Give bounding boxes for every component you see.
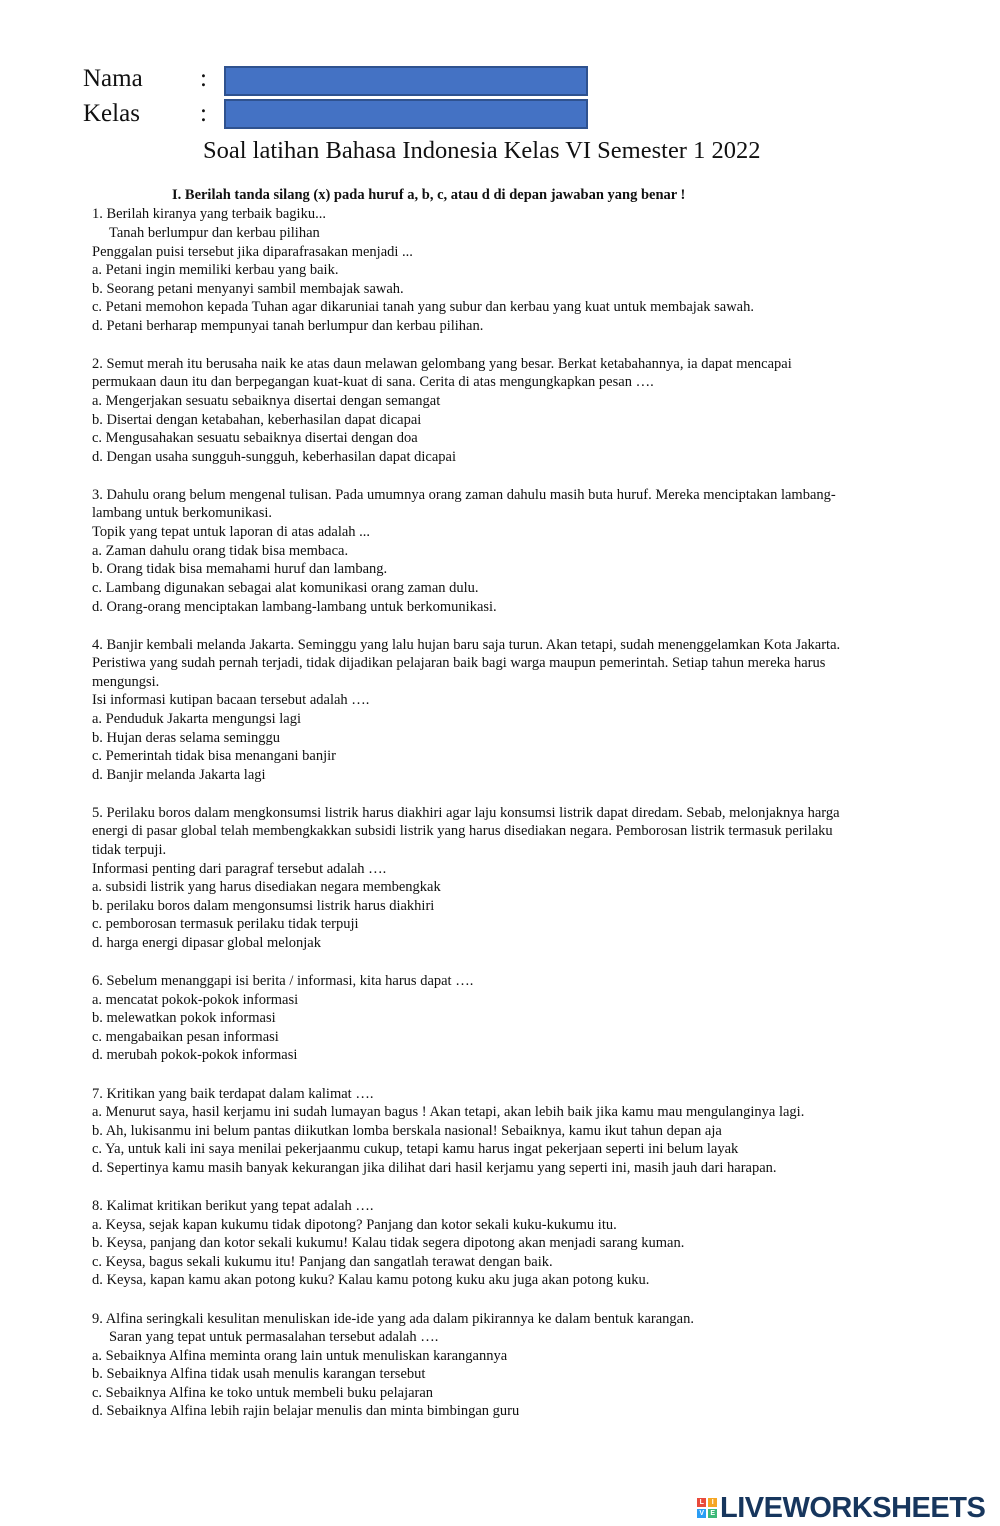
answer-option: b. Sebaiknya Alfina tidak usah menulis karangan tersebut	[92, 1366, 426, 1382]
answer-option: c. Keysa, bagus sekali kukumu itu! Panjang dan sangatlah terawat dengan baik.	[92, 1254, 553, 1270]
answer-option: c. Mengusahakan sesuatu sebaiknya disertai dengan doa	[92, 430, 418, 446]
answer-option: d. Banjir melanda Jakarta lagi	[92, 767, 266, 783]
answer-option: b. Keysa, panjang dan kotor sekali kukumu! Kalau tidak segera dipotong akan menjadi sarang kuman.	[92, 1235, 685, 1251]
answer-option: b. Ah, lukisanmu ini belum pantas diikutkan lomba berskala nasional! Sebaiknya, kamu ikut tahun depan aja	[92, 1123, 722, 1139]
answer-option: c. Petani memohon kepada Tuhan agar dikaruniai tanah yang subur dan kerbau yang kuat untuk membajak sawah.	[92, 299, 754, 315]
answer-option: a. Sebaiknya Alfina meminta orang lain untuk menuliskan karangannya	[92, 1348, 508, 1364]
logo-letter-e: E	[708, 1509, 717, 1518]
question-text: 1. Berilah kiranya yang terbaik bagiku...	[92, 206, 326, 222]
question-text: Tanah berlumpur dan kerbau pilihan	[109, 225, 320, 241]
question-text: 3. Dahulu orang belum mengenal tulisan. Pada umumnya orang zaman dahulu masih buta huruf. Mereka menciptakan lambang-	[92, 487, 836, 503]
answer-option: d. merubah pokok-pokok informasi	[92, 1047, 298, 1063]
kelas-label: Kelas	[83, 100, 140, 127]
answer-option: b. perilaku boros dalam mengonsumsi listrik harus diakhiri	[92, 898, 435, 914]
question-text: tidak terpuji.	[92, 842, 167, 858]
kelas-colon: :	[200, 100, 207, 127]
answer-option: b. Seorang petani menyanyi sambil membajak sawah.	[92, 281, 404, 297]
answer-option: c. Pemerintah tidak bisa menangani banjir	[92, 748, 337, 764]
question-text: 7. Kritikan yang baik terdapat dalam kalimat ….	[92, 1086, 374, 1102]
instruction: I. Berilah tanda silang (x) pada huruf a, b, c, atau d di depan jawaban yang benar !	[172, 187, 686, 203]
answer-option: b. melewatkan pokok informasi	[92, 1010, 276, 1026]
answer-option: a. subsidi listrik yang harus disediakan negara membengkak	[92, 879, 441, 895]
answer-option: c. Lambang digunakan sebagai alat komunikasi orang zaman dulu.	[92, 580, 479, 596]
nama-label: Nama	[83, 65, 143, 92]
question-text: 9. Alfina seringkali kesulitan menuliskan ide-ide yang ada dalam pikirannya ke dalam bentuk karangan.	[92, 1311, 694, 1327]
kelas-input[interactable]	[224, 99, 588, 129]
question-text: Isi informasi kutipan bacaan tersebut adalah ….	[92, 692, 370, 708]
question-text: Topik yang tepat untuk laporan di atas adalah ...	[92, 524, 371, 540]
logo-grid-icon	[697, 1498, 717, 1518]
question-text: Saran yang tepat untuk permasalahan tersebut adalah ….	[109, 1329, 439, 1345]
page-title: Soal latihan Bahasa Indonesia Kelas VI Semester 1 2022	[203, 137, 761, 164]
question-text: 8. Kalimat kritikan berikut yang tepat adalah ….	[92, 1198, 374, 1214]
answer-option: a. Keysa, sejak kapan kukumu tidak dipotong? Panjang dan kotor sekali kuku-kukumu itu.	[92, 1217, 617, 1233]
question-text: 5. Perilaku boros dalam mengkonsumsi listrik harus diakhiri agar laju konsumsi listrik dapat diredam. Sebab, melonjaknya harga	[92, 805, 840, 821]
nama-colon: :	[200, 65, 207, 92]
answer-option: c. mengabaikan pesan informasi	[92, 1029, 279, 1045]
answer-option: d. Keysa, kapan kamu akan potong kuku? Kalau kamu potong kuku aku juga akan potong kuku.	[92, 1272, 650, 1288]
answer-option: a. mencatat pokok-pokok informasi	[92, 992, 299, 1008]
answer-option: d. Sepertinya kamu masih banyak kekurangan jika dilihat dari hasil kerjamu yang seperti ini, masih jauh dari harapan.	[92, 1160, 777, 1176]
logo-letter-v: V	[697, 1509, 706, 1518]
answer-option: c. Sebaiknya Alfina ke toko untuk membeli buku pelajaran	[92, 1385, 434, 1401]
question-text: lambang untuk berkomunikasi.	[92, 505, 273, 521]
answer-option: c. pemborosan termasuk perilaku tidak terpuji	[92, 916, 359, 932]
answer-option: d. Petani berharap mempunyai tanah berlumpur dan kerbau pilihan.	[92, 318, 484, 334]
logo-text: LIVEWORKSHEETS	[720, 1491, 986, 1524]
question-text: mengungsi.	[92, 674, 160, 690]
question-text: Penggalan puisi tersebut jika diparafrasakan menjadi ...	[92, 244, 413, 260]
question-text: Informasi penting dari paragraf tersebut adalah ….	[92, 861, 387, 877]
answer-option: b. Disertai dengan ketabahan, keberhasilan dapat dicapai	[92, 412, 422, 428]
question-text: permukaan daun itu dan berpegangan kuat-kuat di sana. Cerita di atas mengungkapkan pesan ….	[92, 374, 654, 390]
answer-option: d. Sebaiknya Alfina lebih rajin belajar menulis dan minta bimbingan guru	[92, 1403, 520, 1419]
nama-input[interactable]	[224, 66, 588, 96]
answer-option: a. Petani ingin memiliki kerbau yang baik.	[92, 262, 339, 278]
question-text: 4. Banjir kembali melanda Jakarta. Seminggu yang lalu hujan baru saja turun. Akan tetapi, sudah menenggelamkan Kota Jakarta.	[92, 637, 841, 653]
answer-option: a. Menurut saya, hasil kerjamu ini sudah lumayan bagus ! Akan tetapi, akan lebih baik jika kamu mau mengulanginya lagi.	[92, 1104, 805, 1120]
question-text: 2. Semut merah itu berusaha naik ke atas daun melawan gelombang yang besar. Berkat ketabahannya, ia dapat mencapai	[92, 356, 792, 372]
answer-option: b. Hujan deras selama seminggu	[92, 730, 281, 746]
question-text: Peristiwa yang sudah pernah terjadi, tidak dijadikan pelajaran baik bagi warga maupun pemerintah. Setiap tahun mereka harus	[92, 655, 826, 671]
answer-option: a. Zaman dahulu orang tidak bisa membaca.	[92, 543, 349, 559]
answer-option: a. Mengerjakan sesuatu sebaiknya disertai dengan semangat	[92, 393, 441, 409]
logo-letter-i: I	[708, 1498, 717, 1507]
answer-option: c. Ya, untuk kali ini saya menilai pekerjaanmu cukup, tetapi kamu harus ingat pekerjaan seperti ini belum layak	[92, 1141, 739, 1157]
answer-option: b. Orang tidak bisa memahami huruf dan lambang.	[92, 561, 388, 577]
answer-option: a. Penduduk Jakarta mengungsi lagi	[92, 711, 301, 727]
logo-letter-l: L	[697, 1498, 706, 1507]
question-text: 6. Sebelum menanggapi isi berita / informasi, kita harus dapat ….	[92, 973, 474, 989]
answer-option: d. harga energi dipasar global melonjak	[92, 935, 321, 951]
answer-option: d. Dengan usaha sungguh-sungguh, keberhasilan dapat dicapai	[92, 449, 457, 465]
liveworksheets-logo[interactable]	[697, 1491, 985, 1525]
question-text: energi di pasar global telah membengkakkan subsidi listrik yang harus disediakan negara. Pemborosan listrik termasuk perilaku	[92, 823, 833, 839]
answer-option: d. Orang-orang menciptakan lambang-lambang untuk berkomunikasi.	[92, 599, 497, 615]
